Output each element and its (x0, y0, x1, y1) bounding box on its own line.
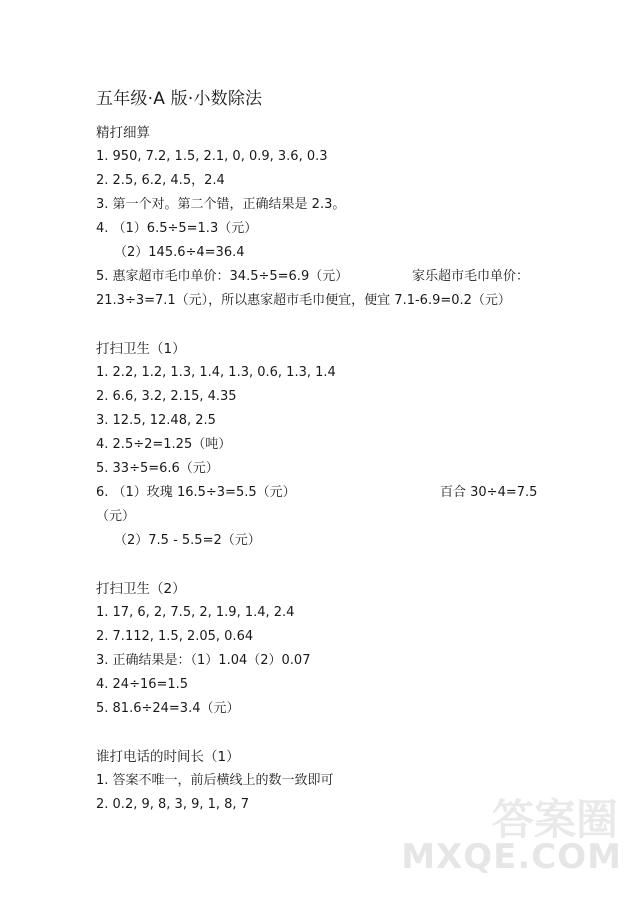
answer-line: 21.3÷3=7.1（元），所以惠家超市毛巾便宜，便宜 7.1-6.9=0.2（元） (96, 293, 511, 308)
watermark-en-text: MXQE.COM (401, 837, 622, 877)
watermark-logo (401, 787, 622, 877)
answer-line: 4. （1）6.5÷5=1.3（元） (96, 221, 258, 236)
answer-line: （2）7.5 - 5.5=2（元） (114, 533, 261, 548)
answer-line: 5. 81.6÷24=3.4（元） (96, 701, 240, 716)
answer-line: 2. 2.5, 6.2, 4.5，2.4 (96, 173, 225, 188)
section-heading-jingda: 精打细算 (96, 125, 150, 141)
section-heading-dasao-2: 打扫卫生（2） (96, 581, 186, 597)
answer-line: 1. 2.2, 1.2, 1.3, 1.4, 1.3, 0.6, 1.3, 1.4 (96, 365, 336, 380)
answer-line: 2. 7.112, 1.5, 2.05, 0.64 (96, 629, 254, 644)
answer-line: 1. 答案不唯一，前后横线上的数一致即可 (96, 773, 334, 788)
page-title: 五年级·A 版·小数除法 (96, 89, 263, 109)
answer-line: 4. 2.5÷2=1.25（吨） (96, 437, 232, 452)
answer-line: 2. 0.2, 9, 8, 3, 9, 1, 8, 7 (96, 797, 249, 812)
answer-line: （2）145.6÷4=36.4 (114, 245, 245, 260)
answer-line: 3. 第一个对。第二个错，正确结果是 2.3。 (96, 197, 346, 212)
answer-line: 6. （1）玫瑰 16.5÷3=5.5（元） (96, 485, 296, 500)
watermark-cn-text: 答案圈 (491, 795, 618, 844)
answer-line: 5. 33÷5=6.6（元） (96, 461, 219, 476)
answer-line: 2. 6.6, 3.2, 2.15, 4.35 (96, 389, 237, 404)
answer-line: 4. 24÷16=1.5 (96, 677, 189, 692)
answer-line: 1. 17, 6, 2, 7.5, 2, 1.9, 1.4, 2.4 (96, 605, 295, 620)
section-heading-dianhua-1: 谁打电话的时间长（1） (96, 749, 240, 765)
answer-line: 家乐超市毛巾单价： (412, 269, 530, 284)
answer-line: 5. 惠家超市毛巾单价：34.5÷5=6.9（元） (96, 269, 349, 284)
answer-line: （元） (96, 509, 136, 524)
answer-line: 百合 30÷4=7.5 (440, 485, 538, 500)
answer-line: 3. 正确结果是：（1）1.04（2）0.07 (96, 653, 311, 668)
answer-line: 3. 12.5, 12.48, 2.5 (96, 413, 216, 428)
answer-line: 1. 950, 7.2, 1.5, 2.1, 0, 0.9, 3.6, 0.3 (96, 149, 328, 164)
section-heading-dasao-1: 打扫卫生（1） (96, 341, 186, 357)
